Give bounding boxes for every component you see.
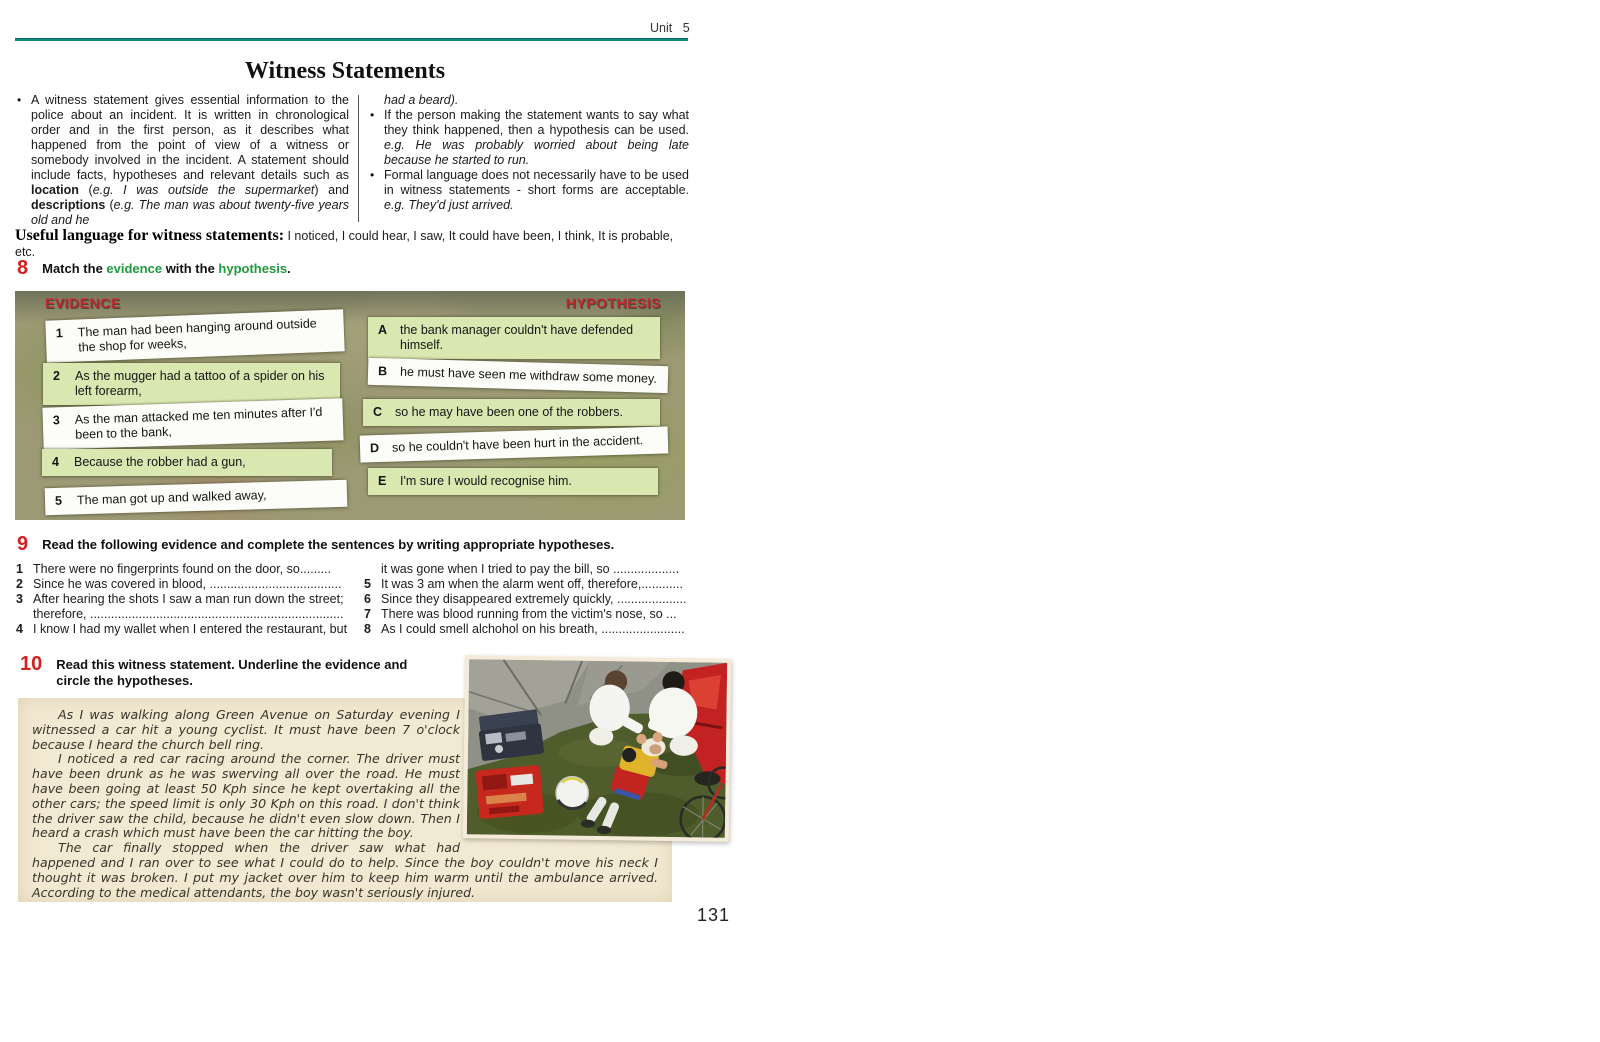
exercise9-left-column <box>16 562 354 637</box>
keyword-location: location <box>31 183 79 197</box>
intro-right-paragraph-1: If the person making the statement wants to say what they think happened, then a hypothesis can be used. e.g. He was probably worried about being late because he started to run. <box>384 108 689 167</box>
sentence-item-4: 4 I know I had my wallet when I entered the restaurant, but <box>16 622 348 636</box>
page-title: Witness Statements <box>244 58 446 84</box>
column-divider <box>358 95 359 222</box>
exercise8-instruction: Match the evidence with the hypothesis. <box>42 261 291 276</box>
bullet-icon: • <box>370 168 375 182</box>
keyword-evidence: evidence <box>106 261 163 276</box>
evidence-strip-4: 4 Because the robber had a gun, <box>42 449 332 476</box>
hypothesis-strip-c: C so he may have been one of the robbers. <box>363 399 660 426</box>
bullet-icon: • <box>370 108 375 122</box>
exercise9-items <box>16 562 694 637</box>
exercise10-instruction: Read this witness statement. Underline the evidence and circle the hypotheses. <box>56 657 408 688</box>
hypothesis-column-header: HYPOTHESIS <box>565 295 661 311</box>
accident-scene-illustration <box>467 659 727 838</box>
sentence-item-1: 1 There were no fingerprints found on the door, so......... <box>16 562 332 576</box>
hypothesis-strip-a: A the bank manager couldn't have defended himself. <box>368 317 660 359</box>
sentence-item-2: 2 Since he was covered in blood, ...................................... <box>16 577 342 591</box>
evidence-strip-2: 2 As the mugger had a tattoo of a spider on his left forearm, <box>43 363 340 405</box>
intro-right-paragraph-2: Formal language does not necessarily have to be used in witness statements - short forms are acceptable. e.g. They'd just arrived. <box>384 168 689 212</box>
bullet-icon: • <box>17 93 22 107</box>
evidence-strip-1: 1 The man had been hanging around outside the shop for weeks, <box>45 309 344 362</box>
useful-language-label: Useful language for witness statements: <box>15 227 285 244</box>
evidence-strip-3: 3 As the man attacked me ten minutes after I'd been to the bank, <box>42 398 343 449</box>
useful-language-text: I noticed, I could hear, I saw, It could have been, I think, It is probable, etc. <box>15 229 674 259</box>
intro-section <box>15 93 689 228</box>
hypothesis-strip-e: E I'm sure I would recognise him. <box>368 468 658 495</box>
intro-text: A witness statement gives essential information to the police about an incident. It is written in chronological order and in the first person, as it describes what happened from the point of view of a witness or somebody involved in the incident. A statement should include facts, hypotheses and relevant details such as <box>31 93 349 182</box>
matching-exercise-panel <box>15 291 685 520</box>
sentence-item-3: 3 After hearing the shots I saw a man run down the street; therefore, ......................................................................... <box>16 592 344 621</box>
hypothesis-strip-b: B he must have seen me withdraw some money. <box>368 358 669 393</box>
exercise9-right-column <box>364 562 694 637</box>
exercise10-number: 10 <box>20 653 43 675</box>
sentence-item-4-continued: it was gone when I tried to pay the bill, so ................... <box>381 562 680 576</box>
page-number: 131 <box>697 905 731 925</box>
intro-right-column <box>368 93 689 228</box>
evidence-strip-5: 5 The man got up and walked away, <box>45 480 348 515</box>
statement-paragraph-1: As I was walking along Green Avenue on Saturday evening I witnessed a car hit a young cyclist. It must have been 7 o'clock because I heard the church bell ring. <box>32 707 460 752</box>
useful-language-line <box>15 227 695 259</box>
exercise9-heading <box>17 534 687 554</box>
sentence-item-5: 5 It was 3 am when the alarm went off, therefore,............ <box>364 577 683 591</box>
keyword-descriptions: descriptions <box>31 198 106 212</box>
carryover-line: had a beard). <box>384 93 459 107</box>
accident-scene-photo <box>463 655 732 842</box>
exercise8-number: 8 <box>17 257 29 279</box>
example-italic: e.g. The man was about twenty-five years old and he <box>31 198 349 227</box>
example-italic: e.g. They'd just arrived. <box>384 198 514 212</box>
teal-rule <box>15 38 688 41</box>
sentence-item-6: 6 Since they disappeared extremely quickly, .................... <box>364 592 687 606</box>
example-italic: e.g. He was probably worried about being late because he started to run. <box>384 138 689 167</box>
example-italic: e.g. I was outside the supermarket <box>92 183 315 197</box>
sentence-item-7: 7 There was blood running from the victim's nose, so ... <box>364 607 677 621</box>
exercise8-heading <box>17 258 677 278</box>
hypothesis-strip-d: D so he couldn't have been hurt in the accident. <box>360 426 669 462</box>
exercise10-heading <box>20 654 440 688</box>
unit-label: Unit 5 <box>650 21 690 35</box>
intro-left-paragraph: A witness statement gives essential information to the police about an incident. It is written in chronological order and in the first person, as it describes what happened from the point of view of a witness or somebody involved in the incident. A statement should include facts, hypotheses and relevant details such as location (e.g. I was outside the supermarket) and descriptions (e.g. The man was about twenty-five years old and he <box>31 93 349 227</box>
exercise9-number: 9 <box>17 533 29 555</box>
intro-left-column <box>15 93 349 228</box>
evidence-column-header: EVIDENCE <box>45 295 121 311</box>
statement-paragraph-2: I noticed a red car racing around the corner. The driver must have been drunk as he was swerving all over the road. He must have been going at least 50 Kph since he kept overtaking all the other cars; the speed limit is only 30 Kph on this road. I don't think the driver saw the child, because he didn't even slow down. Then I heard a crash which must have been the car hitting the boy. <box>32 751 460 841</box>
exercise9-instruction: Read the following evidence and complete the sentences by writing appropriate hypotheses. <box>42 537 615 552</box>
sentence-item-8: 8 As I could smell alchohol on his breath, ........................ <box>364 622 685 636</box>
keyword-hypothesis: hypothesis <box>218 261 288 276</box>
statement-paragraph-3: The car finally stopped when the driver saw what had happened and I ran over to see what I could do to help. Since the boy couldn't move his neck I thought it was broken. I put my jacket over him to keep him warm until the ambulance arrived. According to the medical attendants, the boy wasn't seriously injured. <box>32 840 658 900</box>
